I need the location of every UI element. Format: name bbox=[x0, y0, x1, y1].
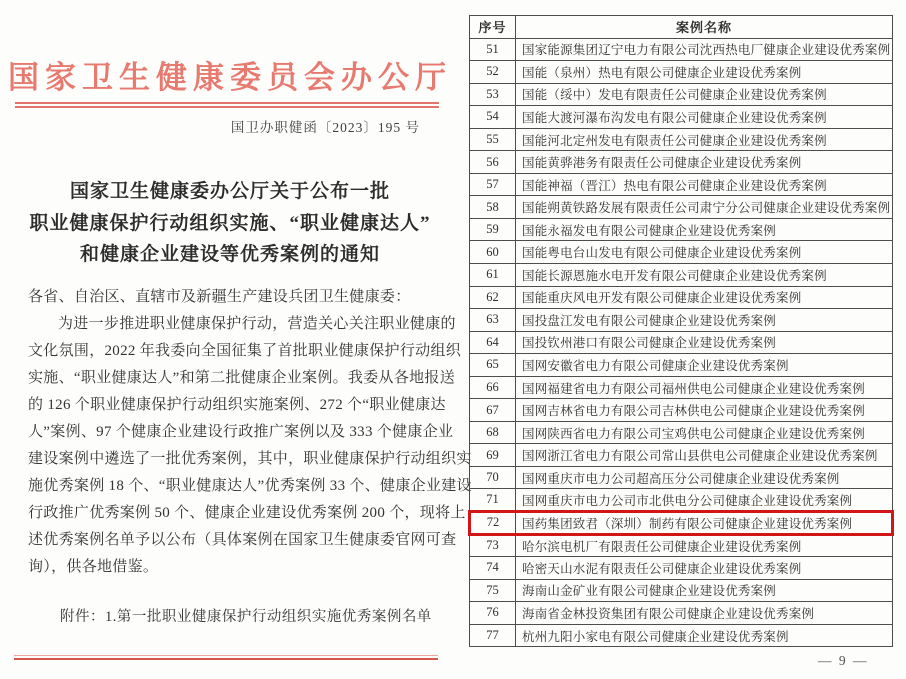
table-row bbox=[470, 376, 893, 399]
case-index: 55 bbox=[470, 128, 516, 151]
table-row bbox=[470, 196, 893, 219]
case-name: 国能永福发电有限公司健康企业建设优秀案例 bbox=[516, 218, 893, 241]
body-line: 为进一步推进职业健康保护行动，营造关心关注职业健康的 bbox=[58, 316, 456, 332]
table-row bbox=[470, 286, 893, 309]
case-name: 国网陕西省电力有限公司宝鸡供电公司健康企业建设优秀案例 bbox=[516, 421, 893, 444]
doc-body bbox=[28, 284, 472, 581]
case-name: 海南山金矿业有限公司健康企业建设优秀案例 bbox=[516, 579, 893, 602]
table-row bbox=[470, 421, 893, 444]
case-name: 国投钦州港口有限公司健康企业建设优秀案例 bbox=[516, 331, 893, 354]
case-name: 国能（绥中）发电有限责任公司健康企业建设优秀案例 bbox=[516, 83, 893, 106]
case-index: 53 bbox=[470, 83, 516, 106]
table-row bbox=[470, 173, 893, 196]
case-name: 国网重庆市电力公司市北供电分公司健康企业建设优秀案例 bbox=[516, 489, 893, 512]
case-name: 哈密天山水泥有限责任公司健康企业建设优秀案例 bbox=[516, 557, 893, 580]
table-row bbox=[470, 602, 893, 625]
table-row bbox=[470, 534, 893, 557]
table-row bbox=[470, 264, 893, 287]
case-name: 国能（泉州）热电有限公司健康企业建设优秀案例 bbox=[516, 61, 893, 84]
case-name: 哈尔滨电机厂有限责任公司健康企业建设优秀案例 bbox=[516, 534, 893, 557]
case-index: 60 bbox=[470, 241, 516, 264]
body-line: 实施、“职业健康达人”和第二批健康企业案例。我委从各地报送 bbox=[28, 370, 456, 386]
case-index: 70 bbox=[470, 466, 516, 489]
table-row bbox=[470, 128, 893, 151]
case-name: 国能神福（晋江）热电有限公司健康企业建设优秀案例 bbox=[516, 173, 893, 196]
case-name: 国网安徽省电力有限公司健康企业建设优秀案例 bbox=[516, 354, 893, 377]
body-line: 人”案例、97 个健康企业建设行政推广案例以及 333 个健康企业 bbox=[28, 424, 454, 440]
body-line: 建设案例中遴选了一批优秀案例，其中，职业健康保护行动组织实 bbox=[28, 451, 472, 467]
case-index: 73 bbox=[470, 534, 516, 557]
body-line: 询），供各地借鉴。 bbox=[28, 559, 159, 575]
case-index: 69 bbox=[470, 444, 516, 467]
case-name: 国药集团致君（深圳）制药有限公司健康企业建设优秀案例 bbox=[516, 512, 893, 535]
case-name: 国能粤电台山发电有限公司健康企业建设优秀案例 bbox=[516, 241, 893, 264]
notice-title-line: 国家卫生健康委办公厅关于公布一批 bbox=[69, 181, 390, 202]
table-row bbox=[470, 331, 893, 354]
case-name: 国网福建省电力有限公司福州供电公司健康企业建设优秀案例 bbox=[516, 376, 893, 399]
case-name: 国网吉林省电力有限公司吉林供电公司健康企业建设优秀案例 bbox=[516, 399, 893, 422]
case-index: 52 bbox=[470, 61, 516, 84]
case-name: 国网浙江省电力有限公司常山县供电公司健康企业建设优秀案例 bbox=[516, 444, 893, 467]
case-index: 71 bbox=[470, 489, 516, 512]
case-index: 75 bbox=[470, 579, 516, 602]
table-row bbox=[470, 151, 893, 174]
table-row bbox=[470, 444, 893, 467]
notice-title-line: 和健康企业建设等优秀案例的通知 bbox=[79, 244, 380, 265]
table-row bbox=[470, 106, 893, 129]
case-index: 56 bbox=[470, 151, 516, 174]
case-name: 国能朔黄铁路发展有限责任公司肃宁分公司健康企业建设优秀案例 bbox=[516, 196, 893, 219]
table-row bbox=[470, 354, 893, 377]
case-name: 杭州九阳小家电有限公司健康企业建设优秀案例 bbox=[516, 624, 893, 647]
table-row bbox=[470, 61, 893, 84]
case-name: 国能黄骅港务有限责任公司健康企业建设优秀案例 bbox=[516, 151, 893, 174]
case-name: 国能大渡河瀑布沟发电有限公司健康企业建设优秀案例 bbox=[516, 106, 893, 129]
case-name: 国家能源集团辽宁电力有限公司沈西热电厂健康企业建设优秀案例 bbox=[516, 38, 893, 61]
body-line: 行政推广优秀案例 50 个、健康企业建设优秀案例 200 个，现将上 bbox=[28, 505, 466, 521]
attachment-line: 附件：1.第一批职业健康保护行动组织实施优秀案例名单 bbox=[60, 609, 432, 625]
case-index: 64 bbox=[470, 331, 516, 354]
case-index: 57 bbox=[470, 173, 516, 196]
header-double-rule bbox=[15, 102, 439, 108]
case-index: 72 bbox=[470, 512, 516, 535]
table-row-highlighted bbox=[470, 512, 893, 535]
notice-title-line: 职业健康保护行动组织实施、“职业健康达人” bbox=[29, 212, 431, 234]
body-line: 文化氛围，2022 年我委向全国征集了首批职业健康保护行动组织 bbox=[28, 343, 462, 359]
case-index: 54 bbox=[470, 106, 516, 129]
table-row bbox=[470, 489, 893, 512]
page-number: — 9 — bbox=[818, 653, 869, 668]
case-name: 国网重庆市电力公司超高压分公司健康企业建设优秀案例 bbox=[516, 466, 893, 489]
case-table-body bbox=[470, 38, 893, 647]
case-index: 65 bbox=[470, 354, 516, 377]
table-row bbox=[470, 579, 893, 602]
notice-title bbox=[8, 176, 452, 271]
document-number: 国卫办职健函〔2023〕195 号 bbox=[230, 120, 420, 135]
agency-header: 国家卫生健康委员会办公厅 bbox=[8, 60, 452, 95]
table-row bbox=[470, 218, 893, 241]
footer-red-rule bbox=[14, 655, 438, 660]
case-index: 67 bbox=[470, 399, 516, 422]
case-index: 51 bbox=[470, 38, 516, 61]
case-index: 61 bbox=[470, 264, 516, 287]
case-name: 海南省金林投资集团有限公司健康企业建设优秀案例 bbox=[516, 602, 893, 625]
case-name: 国能重庆风电开发有限公司健康企业建设优秀案例 bbox=[516, 286, 893, 309]
case-index: 66 bbox=[470, 376, 516, 399]
case-index: 63 bbox=[470, 309, 516, 332]
table-row bbox=[470, 466, 893, 489]
case-index: 77 bbox=[470, 624, 516, 647]
body-line: 的 126 个职业健康保护行动组织实施案例、272 个“职业健康达 bbox=[28, 397, 446, 413]
table-header-row bbox=[470, 16, 893, 39]
table-row bbox=[470, 557, 893, 580]
column-header-index: 序号 bbox=[470, 16, 516, 39]
body-line: 施优秀案例 18 个、“职业健康达人”优秀案例 33 个、健康企业建设 bbox=[28, 478, 472, 494]
case-table bbox=[468, 15, 894, 647]
case-index: 62 bbox=[470, 286, 516, 309]
case-name: 国能长源恩施水电开发有限公司健康企业建设优秀案例 bbox=[516, 264, 893, 287]
column-header-case-name: 案例名称 bbox=[516, 16, 893, 39]
case-index: 58 bbox=[470, 196, 516, 219]
body-line: 各省、自治区、直辖市及新疆生产建设兵团卫生健康委： bbox=[28, 289, 411, 305]
case-index: 59 bbox=[470, 218, 516, 241]
table-row bbox=[470, 624, 893, 647]
case-index: 74 bbox=[470, 557, 516, 580]
table-row bbox=[470, 83, 893, 106]
table-row bbox=[470, 241, 893, 264]
table-row bbox=[470, 309, 893, 332]
case-name: 国投盘江发电有限公司健康企业建设优秀案例 bbox=[516, 309, 893, 332]
case-index: 68 bbox=[470, 421, 516, 444]
body-line: 述优秀案例名单予以公布（具体案例在国家卫生健康委官网可查 bbox=[28, 532, 457, 548]
case-index: 76 bbox=[470, 602, 516, 625]
case-name: 国能河北定州发电有限责任公司健康企业建设优秀案例 bbox=[516, 128, 893, 151]
table-row bbox=[470, 38, 893, 61]
table-row bbox=[470, 399, 893, 422]
